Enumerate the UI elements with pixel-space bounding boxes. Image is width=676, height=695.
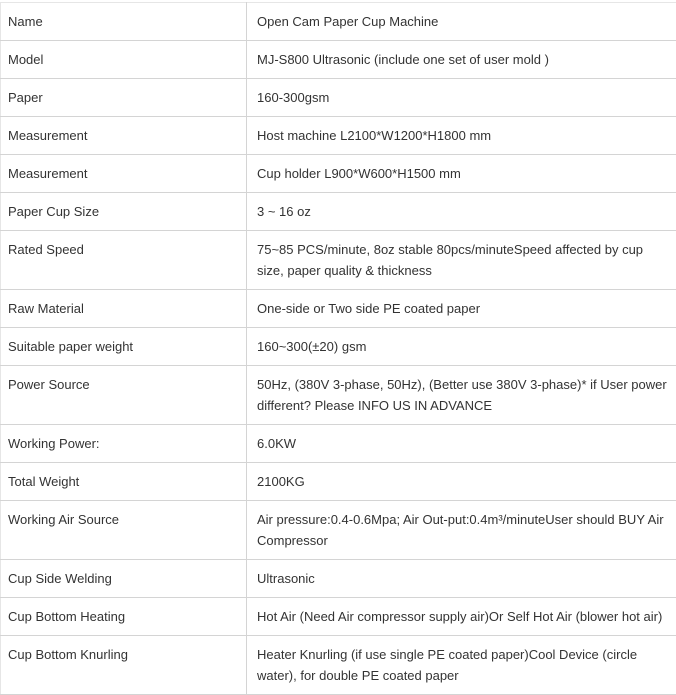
- table-row: [1, 598, 676, 636]
- spec-value: 160~300(±20) gsm: [247, 328, 676, 366]
- spec-value: MJ-S800 Ultrasonic (include one set of user mold ): [247, 41, 676, 79]
- spec-label: Name: [1, 3, 247, 41]
- spec-label: Working Air Source: [1, 501, 247, 560]
- spec-label: Model: [1, 41, 247, 79]
- spec-label: Cup Bottom Heating: [1, 598, 247, 636]
- spec-table: [0, 2, 676, 695]
- spec-value: Host machine L2100*W1200*H1800 mm: [247, 117, 676, 155]
- table-row: [1, 290, 676, 328]
- spec-table-body: [1, 3, 676, 695]
- spec-label: Cup Bottom Knurling: [1, 636, 247, 695]
- spec-value: Cup holder L900*W600*H1500 mm: [247, 155, 676, 193]
- table-row: [1, 560, 676, 598]
- spec-value: 6.0KW: [247, 425, 676, 463]
- spec-label: Paper Cup Size: [1, 193, 247, 231]
- spec-value: Ultrasonic: [247, 560, 676, 598]
- table-row: [1, 636, 676, 695]
- spec-value: 75~85 PCS/minute, 8oz stable 80pcs/minuteSpeed affected by cup size, paper quality & thickness: [247, 231, 676, 290]
- spec-value: Air pressure:0.4-0.6Mpa; Air Out-put:0.4m³/minuteUser should BUY Air Compressor: [247, 501, 676, 560]
- spec-label: Power Source: [1, 366, 247, 425]
- spec-label: Raw Material: [1, 290, 247, 328]
- spec-label: Cup Side Welding: [1, 560, 247, 598]
- spec-label: Suitable paper weight: [1, 328, 247, 366]
- spec-value: Heater Knurling (if use single PE coated paper)Cool Device (circle water), for double PE coated paper: [247, 636, 676, 695]
- table-row: [1, 231, 676, 290]
- table-row: [1, 463, 676, 501]
- spec-value: One-side or Two side PE coated paper: [247, 290, 676, 328]
- spec-label: Rated Speed: [1, 231, 247, 290]
- table-row: [1, 328, 676, 366]
- table-row: [1, 193, 676, 231]
- table-row: [1, 501, 676, 560]
- spec-label: Total Weight: [1, 463, 247, 501]
- table-row: [1, 366, 676, 425]
- spec-label: Measurement: [1, 117, 247, 155]
- spec-value: 2100KG: [247, 463, 676, 501]
- table-row: [1, 155, 676, 193]
- table-row: [1, 41, 676, 79]
- spec-value: 160-300gsm: [247, 79, 676, 117]
- table-row: [1, 3, 676, 41]
- table-row: [1, 117, 676, 155]
- table-row: [1, 425, 676, 463]
- spec-label: Working Power:: [1, 425, 247, 463]
- spec-value: 3 ~ 16 oz: [247, 193, 676, 231]
- spec-value: 50Hz, (380V 3-phase, 50Hz), (Better use 380V 3-phase)* if User power different? Please INFO US IN ADVANCE: [247, 366, 676, 425]
- table-row: [1, 79, 676, 117]
- spec-label: Paper: [1, 79, 247, 117]
- spec-value: Hot Air (Need Air compressor supply air)Or Self Hot Air (blower hot air): [247, 598, 676, 636]
- spec-value: Open Cam Paper Cup Machine: [247, 3, 676, 41]
- spec-label: Measurement: [1, 155, 247, 193]
